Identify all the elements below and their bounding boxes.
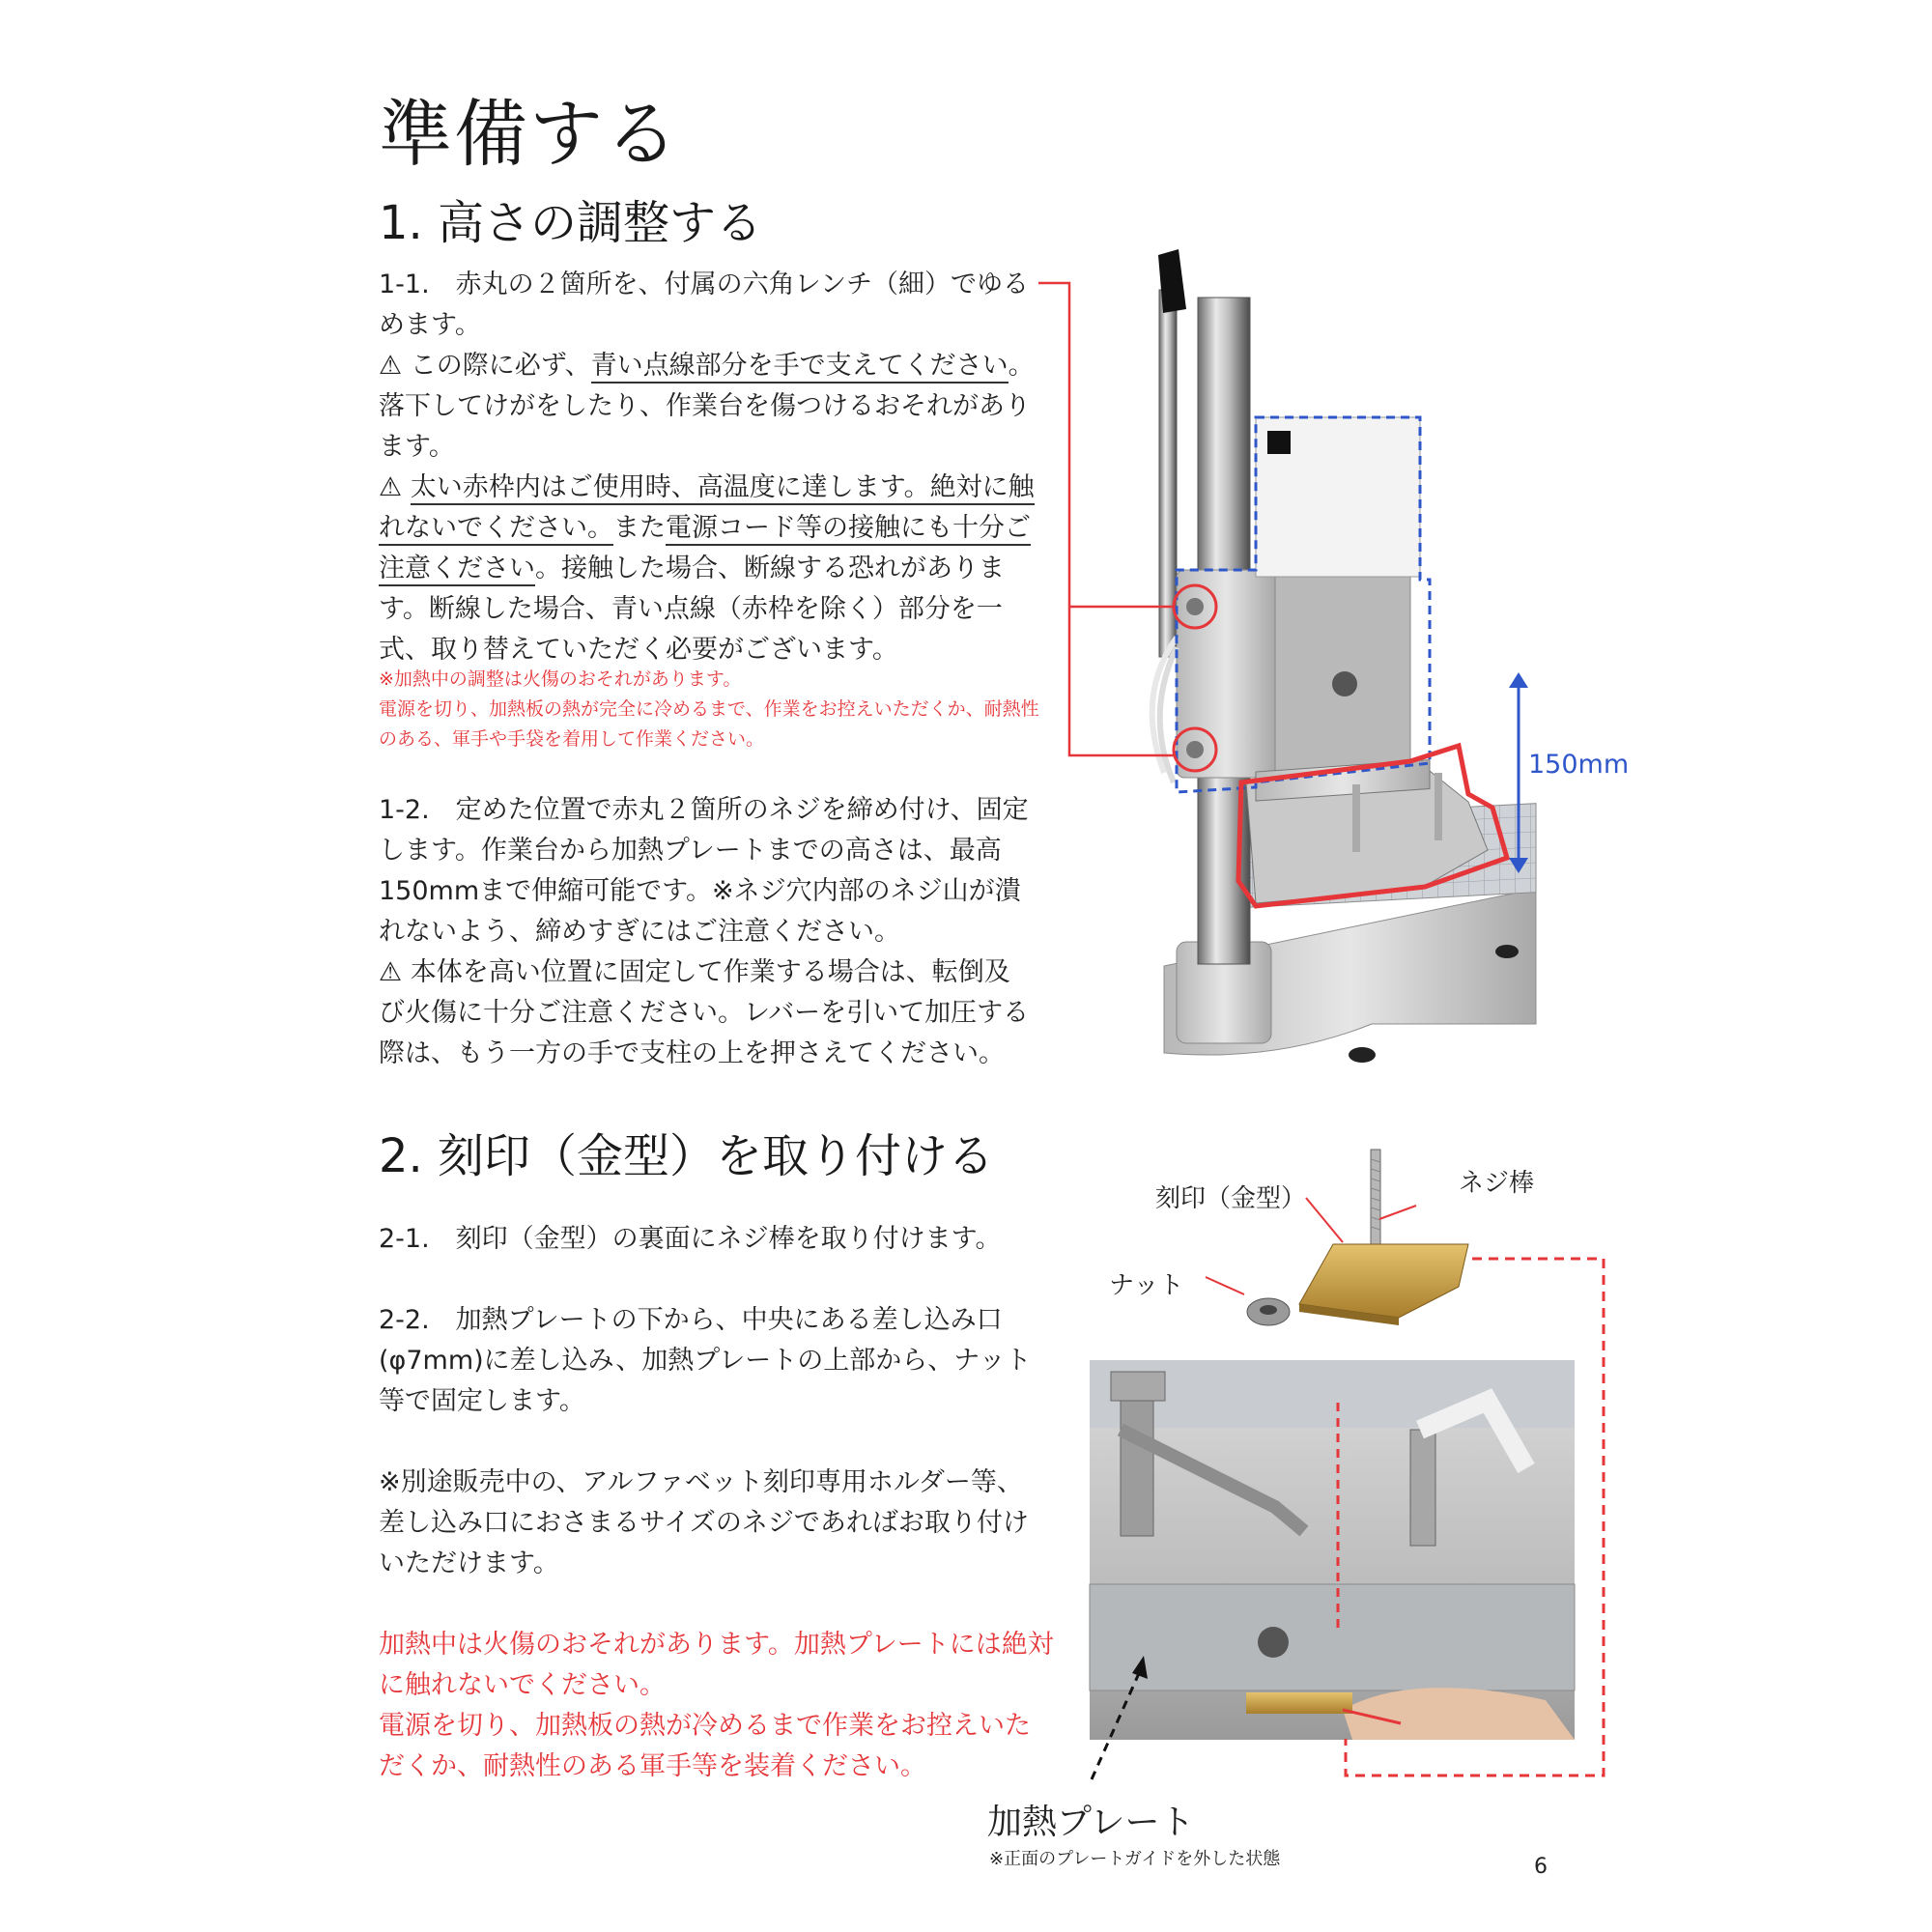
page-number: 6 <box>1534 1855 1548 1879</box>
step-1-1: 1-1. 赤丸の２箇所を、付属の六角レンチ（細）でゆるめます。 <box>379 270 1030 340</box>
step-2-1: 2-1. 刻印（金型）の裏面にネジ棒を取り付けます。 <box>379 1224 1002 1254</box>
holder-note: ※別途販売中の、アルファベット刻印専用ホルダー等、差し込み口におさまるサイズのネジであればお取り付けいただけます。 <box>379 1467 1029 1578</box>
heating-plate-label: 加熱プレート <box>987 1803 1195 1842</box>
screw-rod-label: ネジ棒 <box>1459 1169 1535 1198</box>
stamp-label: 刻印（金型） <box>1155 1184 1307 1213</box>
warning-3: ⚠ 本体を高い位置に固定して作業する場合は、転倒及び火傷に十分ご注意ください。レバーを引いて加圧する際は、もう一方の手で支柱の上を押さえてください。 <box>379 957 1030 1068</box>
page-title: 準備する <box>379 91 680 177</box>
underlined-heat-text: 太い赤枠内はご使用時、高温度に達します。絶対に触れないでください。 <box>379 472 1035 546</box>
step-2-2: 2-2. 加熱プレートの下から、中央にある差し込み口(φ7mm)に差し込み、加熱プレートの上部から、ナット等で固定します。 <box>379 1305 1032 1416</box>
stamp-and-screw-photo <box>1206 1150 1468 1325</box>
warning-2: ⚠ 太い赤枠内はご使用時、高温度に達します。絶対に触れないでください。また電源コード等の接触にも十分ご注意ください。接触した場合、断線する恐れがあります。断線した場合、青い点線（赤枠を除く）部分を一式、取り替えていただく必要がございます。 <box>379 472 1035 665</box>
warning-triangle-icon: ⚠ <box>379 957 403 987</box>
press-machine-photo <box>1038 249 1536 1063</box>
warning-triangle-icon: ⚠ <box>379 351 403 381</box>
warning-1: ⚠ この際に必ず、青い点線部分を手で支えてください。落下してけがをしたり、作業台を傷つけるおそれがあります。 <box>379 351 1035 462</box>
height-dimension-label: 150mm <box>1528 750 1630 780</box>
heat-note-red: ※加熱中の調整は火傷のおそれがあります。 電源を切り、加熱板の熱が完全に冷めるまで、作業をお控えいただくか、耐熱性のある、軍手や手袋を着用して作業ください。 <box>379 668 1039 750</box>
nut-label: ナット <box>1109 1271 1184 1300</box>
heating-plate-note: ※正面のプレートガイドを外した状態 <box>989 1849 1281 1869</box>
underlined-cord-text: 電源コード等の接触にも十分ご注意ください <box>379 513 1031 586</box>
underlined-support-text: 青い点線部分を手で支えてください <box>591 351 1009 384</box>
warning-triangle-icon: ⚠ <box>379 472 411 502</box>
heating-plate-photo <box>1090 1360 1575 1740</box>
heat-warning-red: 加熱中は火傷のおそれがあります。加熱プレートには絶対に触れないでください。 電源を切り、加熱板の熱が冷めるまで作業をお控えいただくか、耐熱性のある軍手等を装着ください。 <box>379 1630 1054 1781</box>
section2-heading: 2. 刻印（金型）を取り付ける <box>379 1129 995 1183</box>
step-1-2: 1-2. 定めた位置で赤丸２箇所のネジを締め付け、固定します。作業台から加熱プレートまでの高さは、最高150mmまで伸縮可能です。※ネジ穴内部のネジ山が潰れないよう、締めすぎにはご注意ください。 <box>379 795 1029 947</box>
section1-heading: 1. 高さの調整する <box>379 196 763 250</box>
